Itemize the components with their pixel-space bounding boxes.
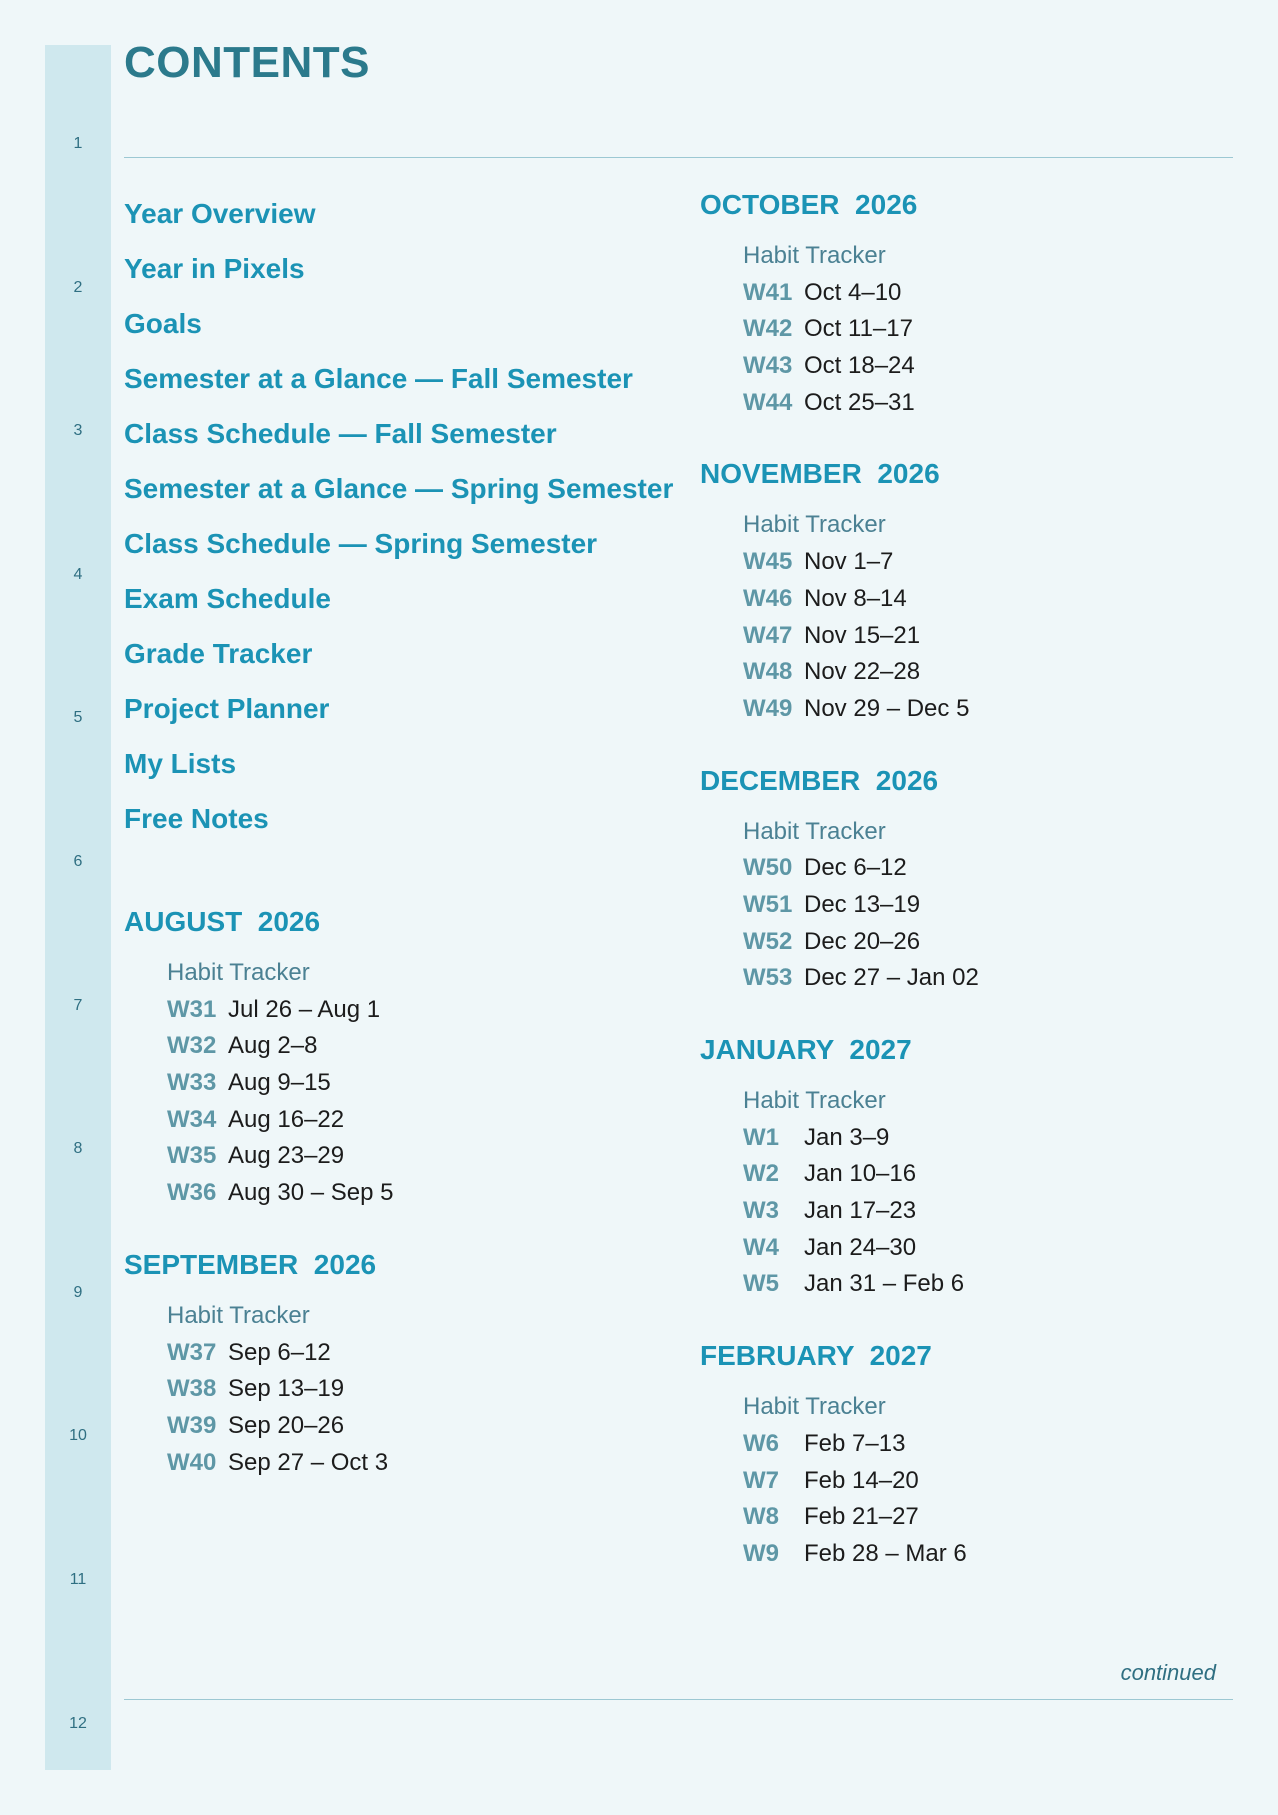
week-list: [743, 1083, 1240, 1303]
week-number: W42: [743, 315, 793, 343]
week-number: W2: [743, 1160, 779, 1188]
week-row-w2[interactable]: [743, 1156, 1240, 1193]
rail-tab-10[interactable]: 10: [69, 1427, 87, 1445]
month-block-november-2026: [700, 455, 1240, 727]
week-number: W50: [743, 854, 793, 882]
section-link-project-planner[interactable]: Project Planner: [124, 693, 330, 724]
week-number: W41: [743, 278, 793, 306]
week-number: W45: [743, 548, 793, 576]
week-number: W9: [743, 1539, 779, 1567]
section-link-goals[interactable]: Goals: [124, 308, 202, 339]
week-date-range: Oct 4–10: [804, 278, 902, 306]
section-link-year-overview[interactable]: Year Overview: [124, 198, 316, 229]
column-spacer: [124, 846, 684, 903]
week-number: W5: [743, 1270, 779, 1298]
week-date-range: Jan 3–9: [804, 1123, 890, 1151]
week-list: [743, 238, 1240, 421]
week-number: W52: [743, 927, 793, 955]
rail-tab-8[interactable]: 8: [73, 1140, 83, 1158]
week-number: W48: [743, 658, 793, 686]
month-heading[interactable]: FEBRUARY 2027: [700, 1340, 932, 1372]
week-number: W38: [167, 1375, 217, 1403]
week-row-w32[interactable]: [167, 1028, 684, 1065]
month-group-right: [700, 186, 1240, 1573]
week-date-range: Feb 28 – Mar 6: [804, 1539, 967, 1567]
month-heading[interactable]: JANUARY 2027: [700, 1034, 912, 1065]
section-link-list: [124, 186, 684, 846]
week-date-range: Oct 11–17: [804, 315, 913, 343]
week-date-range: Dec 27 – Jan 02: [804, 964, 979, 992]
section-link-year-in-pixels[interactable]: Year in Pixels: [124, 253, 305, 284]
month-heading[interactable]: SEPTEMBER 2026: [124, 1248, 377, 1280]
week-date-range: Feb 7–13: [804, 1429, 906, 1457]
rail-tab-6[interactable]: 6: [73, 853, 83, 870]
week-row-w50[interactable]: [743, 850, 1240, 887]
week-number: W37: [167, 1338, 217, 1366]
month-block-february-2027: [700, 1337, 1240, 1572]
side-tab-rail: [45, 45, 111, 1770]
week-row-w42[interactable]: [743, 311, 1240, 348]
top-divider: [124, 157, 1233, 158]
week-number: W31: [167, 995, 217, 1023]
week-date-range: Aug 9–15: [228, 1069, 331, 1097]
month-group-left: [124, 903, 684, 1481]
week-date-range: Jan 10–16: [804, 1160, 917, 1188]
week-date-range: Sep 6–12: [228, 1338, 331, 1366]
week-date-range: Feb 14–20: [804, 1466, 919, 1494]
month-heading[interactable]: DECEMBER 2026: [700, 764, 939, 796]
week-row-w1[interactable]: [743, 1120, 1240, 1157]
week-date-range: Oct 18–24: [804, 352, 915, 380]
week-number: W7: [743, 1466, 779, 1494]
section-link-semester-at-a-glance-spring-semester[interactable]: Semester at a Glance — Spring Semester: [124, 473, 674, 504]
week-row-w53[interactable]: [743, 960, 1240, 997]
week-row-w33[interactable]: [167, 1065, 684, 1102]
week-number: W49: [743, 694, 793, 722]
page-title: CONTENTS: [124, 38, 370, 87]
week-row-w41[interactable]: [743, 275, 1240, 312]
section-link-semester-at-a-glance-fall-semester[interactable]: Semester at a Glance — Fall Semester: [124, 363, 633, 394]
week-row-w4[interactable]: [743, 1230, 1240, 1267]
week-row-w6[interactable]: [743, 1426, 1240, 1463]
week-row-w7[interactable]: [743, 1463, 1240, 1500]
week-number: W35: [167, 1142, 217, 1170]
week-date-range: Sep 20–26: [228, 1411, 345, 1439]
section-link-grade-tracker[interactable]: Grade Tracker: [124, 638, 313, 669]
rail-tab-3[interactable]: 3: [73, 422, 83, 440]
month-heading[interactable]: AUGUST 2026: [124, 906, 321, 937]
week-number: W53: [743, 964, 793, 992]
week-date-range: Aug 2–8: [228, 1032, 318, 1060]
week-number: W47: [743, 621, 793, 649]
month-heading[interactable]: OCTOBER 2026: [700, 189, 918, 220]
week-number: W46: [743, 584, 793, 612]
week-number: W36: [167, 1179, 217, 1207]
week-date-range: Jan 17–23: [804, 1197, 917, 1225]
week-date-range: Feb 21–27: [804, 1503, 919, 1531]
rail-tab-7[interactable]: 7: [73, 996, 83, 1014]
week-date-range: Dec 13–19: [804, 890, 921, 918]
week-row-w51[interactable]: [743, 887, 1240, 924]
section-link-my-lists[interactable]: My Lists: [124, 748, 237, 779]
week-number: W34: [167, 1105, 217, 1133]
left-column: [124, 186, 684, 1515]
week-list: [743, 814, 1240, 997]
week-row-w37[interactable]: [167, 1335, 684, 1372]
week-number: W32: [167, 1032, 217, 1060]
week-row-w43[interactable]: [743, 348, 1240, 385]
rail-tab-2[interactable]: 2: [73, 278, 83, 296]
week-date-range: Nov 22–28: [804, 658, 921, 686]
week-number: W43: [743, 352, 793, 380]
week-date-range: Aug 23–29: [228, 1142, 345, 1170]
week-number: W4: [743, 1233, 779, 1261]
week-date-range: Nov 8–14: [804, 584, 907, 612]
week-number: W40: [167, 1448, 217, 1476]
rail-tab-12[interactable]: 12: [69, 1714, 87, 1732]
week-row-w45[interactable]: [743, 544, 1240, 581]
week-number: W44: [743, 388, 793, 416]
habit-tracker-link[interactable]: Habit Tracker: [743, 1393, 886, 1421]
week-row-w49[interactable]: [743, 691, 1240, 728]
habit-tracker-link[interactable]: Habit Tracker: [743, 242, 886, 269]
week-date-range: Nov 15–21: [804, 621, 921, 649]
week-row-w8[interactable]: [743, 1499, 1240, 1536]
week-row-w5[interactable]: [743, 1266, 1240, 1303]
week-list: [167, 1298, 684, 1481]
section-link-class-schedule-fall-semester[interactable]: Class Schedule — Fall Semester: [124, 418, 557, 449]
month-heading[interactable]: NOVEMBER 2026: [700, 458, 940, 490]
week-list: [743, 1389, 1240, 1572]
habit-tracker-link[interactable]: Habit Tracker: [743, 817, 886, 845]
section-link-exam-schedule[interactable]: Exam Schedule: [124, 583, 331, 614]
week-date-range: Jan 31 – Feb 6: [804, 1270, 965, 1298]
month-block-december-2026: [700, 762, 1240, 997]
week-row-w48[interactable]: [743, 654, 1240, 691]
week-date-range: Aug 30 – Sep 5: [228, 1179, 394, 1207]
week-number: W3: [743, 1197, 779, 1225]
week-row-w38[interactable]: [167, 1371, 684, 1408]
week-row-w47[interactable]: [743, 618, 1240, 655]
week-date-range: Nov 1–7: [804, 548, 894, 576]
month-block-october-2026: [700, 186, 1240, 421]
week-date-range: Nov 29 – Dec 5: [804, 694, 970, 722]
week-row-w31[interactable]: [167, 992, 684, 1029]
week-number: W6: [743, 1429, 779, 1457]
week-row-w40[interactable]: [167, 1445, 684, 1482]
habit-tracker-link[interactable]: Habit Tracker: [167, 1301, 310, 1329]
week-date-range: Jan 24–30: [804, 1233, 917, 1261]
week-date-range: Sep 13–19: [228, 1375, 345, 1403]
habit-tracker-link[interactable]: Habit Tracker: [167, 959, 310, 986]
rail-tab-11[interactable]: 11: [69, 1571, 87, 1588]
rail-tab-4[interactable]: 4: [73, 565, 83, 583]
section-link-class-schedule-spring-semester[interactable]: Class Schedule — Spring Semester: [124, 528, 598, 559]
week-row-w34[interactable]: [167, 1102, 684, 1139]
week-row-w39[interactable]: [167, 1408, 684, 1445]
week-row-w52[interactable]: [743, 924, 1240, 961]
week-date-range: Aug 16–22: [228, 1105, 345, 1133]
rail-tab-1[interactable]: 1: [73, 135, 83, 152]
week-date-range: Dec 20–26: [804, 927, 921, 955]
week-date-range: Dec 6–12: [804, 854, 907, 882]
month-block-january-2027: [700, 1031, 1240, 1303]
month-block-september-2026: [124, 1246, 684, 1481]
rail-tab-9[interactable]: 9: [73, 1283, 83, 1301]
week-row-w44[interactable]: [743, 385, 1240, 422]
week-number: W51: [743, 890, 793, 918]
week-row-w9[interactable]: [743, 1536, 1240, 1573]
right-column: [700, 186, 1240, 1607]
week-date-range: Oct 25–31: [804, 388, 915, 416]
section-link-free-notes[interactable]: Free Notes: [124, 803, 269, 834]
week-row-w46[interactable]: [743, 581, 1240, 618]
week-row-w36[interactable]: [167, 1175, 684, 1212]
bottom-divider: [124, 1699, 1233, 1700]
week-date-range: Jul 26 – Aug 1: [228, 995, 381, 1023]
week-row-w3[interactable]: [743, 1193, 1240, 1230]
week-number: W33: [167, 1069, 217, 1097]
habit-tracker-link[interactable]: Habit Tracker: [743, 1087, 886, 1114]
week-date-range: Sep 27 – Oct 3: [228, 1448, 389, 1476]
week-number: W39: [167, 1411, 217, 1439]
week-list: [743, 507, 1240, 727]
habit-tracker-link[interactable]: Habit Tracker: [743, 511, 886, 539]
week-list: [167, 955, 684, 1212]
rail-tab-5[interactable]: 5: [73, 709, 83, 727]
week-number: W8: [743, 1503, 779, 1531]
continued-label: continued: [1120, 1660, 1216, 1685]
week-row-w35[interactable]: [167, 1138, 684, 1175]
week-number: W1: [743, 1123, 779, 1151]
month-block-august-2026: [124, 903, 684, 1212]
